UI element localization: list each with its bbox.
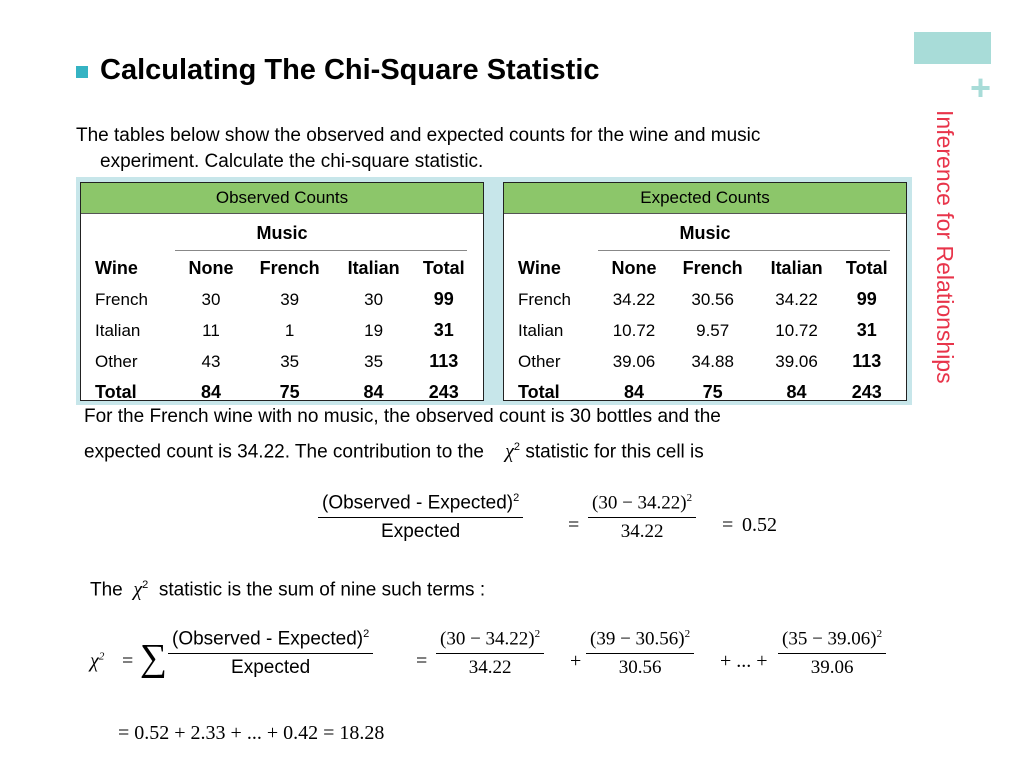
exponent: 2 xyxy=(513,492,520,504)
exponent: 2 xyxy=(876,628,883,640)
table-row xyxy=(512,315,898,346)
cell: 35 xyxy=(280,351,300,371)
exponent: 2 xyxy=(686,492,693,504)
fraction-numerator: (Observed - Expected) xyxy=(322,492,514,514)
numeric-fraction xyxy=(588,492,696,543)
exponent: 2 xyxy=(513,441,521,453)
decorative-accent-block xyxy=(914,32,991,64)
cell: 84 xyxy=(786,382,807,402)
row-label: Other xyxy=(518,351,561,371)
cell: 1 xyxy=(284,320,295,340)
row-label: Italian xyxy=(95,320,141,340)
row-total: 113 xyxy=(852,351,882,371)
intro-text-line-2: experiment. Calculate the chi-square statistic. xyxy=(100,151,484,172)
music-group-label: Music xyxy=(256,223,308,243)
column-header: French xyxy=(682,258,743,278)
fraction-denominator: 30.56 xyxy=(618,657,662,679)
table-row xyxy=(89,346,475,377)
term-fraction-3 xyxy=(778,628,886,679)
table-row xyxy=(512,284,898,315)
cell: 10.72 xyxy=(775,320,818,340)
cell: 84 xyxy=(363,382,384,402)
cell: 30.56 xyxy=(691,289,734,309)
slide-title: Calculating The Chi-Square Statistic xyxy=(100,54,600,86)
fraction-denominator: 34.22 xyxy=(620,521,664,543)
fraction-numerator: (30 − 34.22) xyxy=(440,628,535,650)
exponent: 2 xyxy=(363,628,370,640)
chi-symbol: χ xyxy=(505,440,514,463)
equals-sign: = xyxy=(416,650,428,672)
chi-square-symbol: $\chi^2$ xyxy=(90,650,105,672)
note-text: expected count is 34.22. The contribution to the xyxy=(84,441,484,463)
row-total: 99 xyxy=(433,289,454,309)
grand-total: 243 xyxy=(428,382,459,402)
row-label: Total xyxy=(518,382,560,402)
music-group-label: Music xyxy=(679,223,731,243)
column-header: None xyxy=(188,258,234,278)
divider xyxy=(598,250,890,251)
note-text: statistic for this cell is xyxy=(525,441,704,463)
sum-text: statistic is the sum of nine such terms : xyxy=(158,579,486,601)
cell: 34.22 xyxy=(612,289,656,309)
exponent: 2 xyxy=(142,579,149,591)
square-bullet-icon xyxy=(76,66,88,78)
note-line-1: For the French wine with no music, the observed count is 30 bottles and the xyxy=(84,406,721,427)
row-total: 113 xyxy=(429,351,459,371)
fraction-numerator: (30 − 34.22) xyxy=(592,492,687,514)
table-row xyxy=(89,284,475,315)
cell: 30 xyxy=(364,289,384,309)
column-header: Total xyxy=(845,258,888,278)
ellipsis-sum: + ... + xyxy=(720,650,768,672)
column-header: Italian xyxy=(347,258,400,278)
table-row xyxy=(512,346,898,377)
column-header: Wine xyxy=(518,258,561,278)
plus-icon: + xyxy=(970,67,992,108)
expected-counts-table xyxy=(503,182,907,401)
final-sum-line: = 0.52 + 2.33 + ... + 0.42 = 18.28 xyxy=(118,722,385,744)
cell: 34.88 xyxy=(691,351,734,371)
expected-grid xyxy=(512,253,898,408)
exponent: 2 xyxy=(684,628,691,640)
fraction-numerator: (Observed - Expected) xyxy=(172,628,364,650)
row-label: French xyxy=(95,289,148,309)
header-row xyxy=(512,253,898,284)
row-total: 31 xyxy=(856,320,877,340)
expected-table-heading: Expected Counts xyxy=(504,183,906,214)
term-fraction-1 xyxy=(436,628,544,679)
contribution-fraction xyxy=(318,492,523,543)
general-term-fraction xyxy=(168,628,373,679)
tables-frame xyxy=(76,177,912,405)
side-section-title: Inference for Relationships xyxy=(932,110,958,384)
cell: 75 xyxy=(279,382,300,402)
intro-text-line-1: The tables below show the observed and expected counts for the wine and music xyxy=(76,125,761,146)
fraction-numerator: (35 − 39.06) xyxy=(782,628,877,650)
cell: 84 xyxy=(623,382,644,402)
cell: 43 xyxy=(201,351,221,371)
observed-grid xyxy=(89,253,475,408)
chi-symbol: χ xyxy=(133,578,143,601)
divider xyxy=(175,250,467,251)
row-label: Total xyxy=(95,382,137,402)
row-total: 99 xyxy=(856,289,877,309)
observed-counts-table xyxy=(80,182,484,401)
sum-description xyxy=(90,572,485,603)
cell: 75 xyxy=(702,382,723,402)
fraction-denominator: 39.06 xyxy=(810,657,854,679)
cell: 10.72 xyxy=(612,320,656,340)
fraction-denominator: Expected xyxy=(231,657,311,679)
cell: 35 xyxy=(364,351,384,371)
grand-total: 243 xyxy=(851,382,882,402)
sigma-symbol: ∑ xyxy=(140,637,168,679)
fraction-denominator: 34.22 xyxy=(468,657,512,679)
observed-table-heading: Observed Counts xyxy=(81,183,483,214)
sum-text: The xyxy=(90,579,123,601)
cell: 30 xyxy=(201,289,221,309)
fraction-numerator: (39 − 30.56) xyxy=(590,628,685,650)
equals-sign: = xyxy=(568,514,580,536)
column-header: Wine xyxy=(95,258,138,278)
cell: 11 xyxy=(202,320,220,340)
note-line-2 xyxy=(84,434,704,465)
row-label: Other xyxy=(95,351,138,371)
row-label: French xyxy=(518,289,571,309)
term-fraction-2 xyxy=(586,628,694,679)
equals-sign: = xyxy=(122,650,134,672)
plus-sign: + xyxy=(570,650,582,672)
cell: 19 xyxy=(364,320,384,340)
column-header: French xyxy=(259,258,320,278)
column-header: None xyxy=(611,258,657,278)
column-header: Italian xyxy=(770,258,823,278)
equals-sign: = xyxy=(722,514,734,536)
cell: 39.06 xyxy=(612,351,656,371)
column-header: Total xyxy=(422,258,465,278)
cell: 39.06 xyxy=(775,351,818,371)
contribution-result: 0.52 xyxy=(742,514,777,536)
cell: 39 xyxy=(280,289,300,309)
header-row xyxy=(89,253,475,284)
cell: 9.57 xyxy=(696,320,730,340)
fraction-denominator: Expected xyxy=(381,521,461,543)
table-row xyxy=(89,315,475,346)
row-label: Italian xyxy=(518,320,564,340)
cell: 84 xyxy=(200,382,221,402)
row-total: 31 xyxy=(433,320,454,340)
exponent: 2 xyxy=(534,628,541,640)
cell: 34.22 xyxy=(775,289,818,309)
